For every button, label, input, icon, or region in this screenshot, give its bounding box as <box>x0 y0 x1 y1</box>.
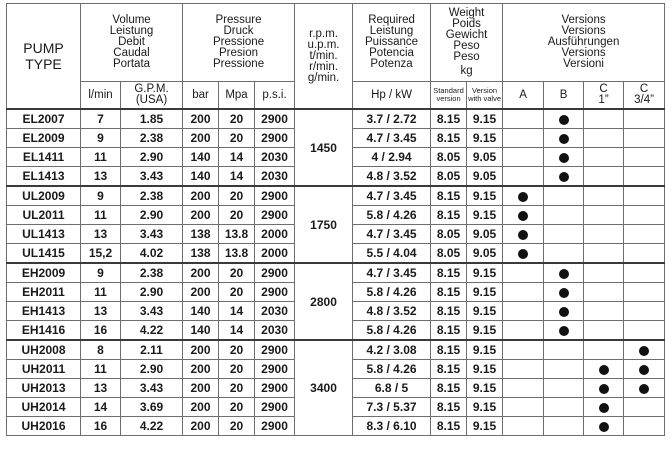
weight-valve-cell: 9.15 <box>467 398 503 417</box>
gpm-cell: 2.90 <box>121 206 183 225</box>
bar-cell: 200 <box>183 417 219 436</box>
bar-cell: 200 <box>183 379 219 398</box>
rpm-cell: 3400 <box>295 340 353 436</box>
hpkw-unit-header: Hp / kW <box>353 82 431 110</box>
available-dot-icon <box>599 365 609 375</box>
version-c1-cell <box>584 379 624 398</box>
pump-type-cell: UH2011 <box>7 360 81 379</box>
weight-standard-cell: 8.05 <box>431 148 467 167</box>
weight-standard-cell: 8.15 <box>431 379 467 398</box>
pump-type-cell: UL2011 <box>7 206 81 225</box>
version-b-cell <box>544 360 584 379</box>
lmin-cell: 13 <box>81 379 121 398</box>
rpm-cell: 1750 <box>295 186 353 263</box>
bar-cell: 140 <box>183 148 219 167</box>
lmin-cell: 8 <box>81 340 121 360</box>
pump-type-cell: EL1413 <box>7 167 81 187</box>
rpm-cell: 1450 <box>295 109 353 186</box>
mpa-cell: 20 <box>219 340 255 360</box>
version-a-cell <box>503 148 544 167</box>
power-cell: 4.2 / 3.08 <box>353 340 431 360</box>
gpm-cell: 2.38 <box>121 186 183 206</box>
weight-valve-cell: 9.15 <box>467 283 503 302</box>
psi-cell: 2030 <box>255 321 295 341</box>
mpa-unit-header: Mpa <box>219 82 255 110</box>
mpa-cell: 20 <box>219 186 255 206</box>
power-cell: 5.8 / 4.26 <box>353 321 431 341</box>
bar-cell: 138 <box>183 225 219 244</box>
pump-type-cell: UH2008 <box>7 340 81 360</box>
version-c1-cell <box>584 302 624 321</box>
power-cell: 4.8 / 3.52 <box>353 302 431 321</box>
weight-valve-cell: 9.15 <box>467 263 503 283</box>
version-b-cell <box>544 379 584 398</box>
version-a-cell <box>503 129 544 148</box>
psi-unit-header: p.s.i. <box>255 82 295 110</box>
pump-type-cell: UL1413 <box>7 225 81 244</box>
power-cell: 4.8 / 3.52 <box>353 167 431 187</box>
lmin-cell: 7 <box>81 109 121 129</box>
lmin-cell: 9 <box>81 186 121 206</box>
psi-cell: 2900 <box>255 129 295 148</box>
lmin-cell: 16 <box>81 417 121 436</box>
weight-valve-cell: 9.15 <box>467 379 503 398</box>
power-cell: 4.7 / 3.45 <box>353 225 431 244</box>
weight-valve-cell: 9.05 <box>467 148 503 167</box>
pump-type-header <box>7 4 81 110</box>
available-dot-icon <box>518 249 528 259</box>
psi-cell: 2030 <box>255 148 295 167</box>
psi-cell: 2900 <box>255 263 295 283</box>
mpa-cell: 20 <box>219 129 255 148</box>
version-a-cell <box>503 206 544 225</box>
version-c34-cell <box>624 321 665 341</box>
version-c34-cell <box>624 360 665 379</box>
version-c34-cell <box>624 225 665 244</box>
version-b-cell <box>544 340 584 360</box>
available-dot-icon <box>639 346 649 356</box>
weight-standard-cell: 8.15 <box>431 263 467 283</box>
gpm-cell: 1.85 <box>121 109 183 129</box>
psi-cell: 2900 <box>255 379 295 398</box>
weight-valve-cell: 9.15 <box>467 360 503 379</box>
pump-spec-sheet <box>6 3 664 436</box>
version-a-cell <box>503 379 544 398</box>
lmin-cell: 11 <box>81 360 121 379</box>
version-a-cell <box>503 263 544 283</box>
gpm-cell: 2.90 <box>121 148 183 167</box>
weight-standard-cell: 8.15 <box>431 417 467 436</box>
available-dot-icon <box>559 172 569 182</box>
power-cell: 5.8 / 4.26 <box>353 206 431 225</box>
rpm-cell: 2800 <box>295 263 353 340</box>
psi-cell: 2000 <box>255 225 295 244</box>
gpm-cell: 3.43 <box>121 379 183 398</box>
version-c34-cell <box>624 302 665 321</box>
weight-standard-cell: 8.05 <box>431 167 467 187</box>
available-dot-icon <box>559 115 569 125</box>
valve-version-header: Version with valve <box>467 82 503 110</box>
available-dot-icon <box>639 384 649 394</box>
versions-header: Versions Versions Ausführungen Versions Versioni <box>503 4 665 82</box>
lmin-cell: 11 <box>81 206 121 225</box>
available-dot-icon <box>559 326 569 336</box>
table-row <box>7 263 665 283</box>
version-c34-cell <box>624 263 665 283</box>
power-cell: 8.3 / 6.10 <box>353 417 431 436</box>
version-c1-cell <box>584 417 624 436</box>
weight-valve-cell: 9.05 <box>467 167 503 187</box>
version-c34-cell <box>624 129 665 148</box>
mpa-cell: 20 <box>219 360 255 379</box>
weight-standard-cell: 8.15 <box>431 398 467 417</box>
version-c1-cell <box>584 360 624 379</box>
gpm-cell: 4.02 <box>121 244 183 264</box>
version-c1-cell <box>584 340 624 360</box>
lmin-cell: 11 <box>81 148 121 167</box>
power-cell: 7.3 / 5.37 <box>353 398 431 417</box>
pump-spec-table <box>6 3 665 436</box>
bar-cell: 140 <box>183 302 219 321</box>
version-c1-cell <box>584 263 624 283</box>
lmin-cell: 15,2 <box>81 244 121 264</box>
gpm-unit-header: G.P.M. (USA) <box>121 82 183 110</box>
lmin-cell: 9 <box>81 129 121 148</box>
version-a-cell <box>503 186 544 206</box>
available-dot-icon <box>599 422 609 432</box>
psi-cell: 2900 <box>255 360 295 379</box>
version-c1-header: C 1” <box>584 82 624 110</box>
version-a-cell <box>503 360 544 379</box>
power-header: Required Leistung Puissance Potencia Potenza <box>353 4 431 82</box>
psi-cell: 2900 <box>255 206 295 225</box>
psi-cell: 2030 <box>255 167 295 187</box>
power-cell: 5.8 / 4.26 <box>353 360 431 379</box>
version-a-cell <box>503 398 544 417</box>
mpa-cell: 20 <box>219 263 255 283</box>
mpa-cell: 14 <box>219 148 255 167</box>
standard-version-header: Standard version <box>431 82 467 110</box>
pump-type-cell: UH2014 <box>7 398 81 417</box>
lmin-cell: 13 <box>81 302 121 321</box>
power-cell: 3.7 / 2.72 <box>353 109 431 129</box>
pump-spec-rows <box>7 109 665 436</box>
version-c1-cell <box>584 129 624 148</box>
pump-type-cell: EH1416 <box>7 321 81 341</box>
weight-standard-cell: 8.15 <box>431 109 467 129</box>
version-c1-cell <box>584 109 624 129</box>
power-cell: 4.7 / 3.45 <box>353 186 431 206</box>
version-a-cell <box>503 109 544 129</box>
weight-valve-cell: 9.15 <box>467 129 503 148</box>
version-b-cell <box>544 283 584 302</box>
weight-valve-cell: 9.05 <box>467 225 503 244</box>
pump-type-cell: EL2007 <box>7 109 81 129</box>
version-c1-cell <box>584 206 624 225</box>
version-b-cell <box>544 302 584 321</box>
available-dot-icon <box>518 192 528 202</box>
version-a-cell <box>503 417 544 436</box>
bar-unit-header: bar <box>183 82 219 110</box>
version-a-cell <box>503 283 544 302</box>
bar-cell: 140 <box>183 321 219 341</box>
version-c1-cell <box>584 148 624 167</box>
version-a-cell <box>503 302 544 321</box>
pump-type-cell: EL1411 <box>7 148 81 167</box>
weight-standard-cell: 8.15 <box>431 321 467 341</box>
weight-standard-cell: 8.15 <box>431 340 467 360</box>
version-c34-cell <box>624 379 665 398</box>
mpa-cell: 13.8 <box>219 225 255 244</box>
weight-valve-cell: 9.15 <box>467 109 503 129</box>
weight-header: Weight Poids Gewicht Peso Peso kg <box>431 4 503 82</box>
mpa-cell: 13.8 <box>219 244 255 264</box>
bar-cell: 140 <box>183 167 219 187</box>
available-dot-icon <box>518 230 528 240</box>
weight-standard-cell: 8.15 <box>431 360 467 379</box>
gpm-cell: 4.22 <box>121 321 183 341</box>
power-cell: 4.7 / 3.45 <box>353 129 431 148</box>
version-a-cell <box>503 225 544 244</box>
pressure-header: Pressure Druck Pressione Presion Pressione <box>183 4 295 82</box>
mpa-cell: 20 <box>219 283 255 302</box>
weight-standard-cell: 8.15 <box>431 186 467 206</box>
mpa-cell: 20 <box>219 206 255 225</box>
version-c34-cell <box>624 283 665 302</box>
version-c1-cell <box>584 167 624 187</box>
available-dot-icon <box>518 211 528 221</box>
version-b-cell <box>544 263 584 283</box>
mpa-cell: 20 <box>219 417 255 436</box>
version-b-cell <box>544 109 584 129</box>
mpa-cell: 20 <box>219 398 255 417</box>
pump-type-cell: EL2009 <box>7 129 81 148</box>
version-c34-cell <box>624 340 665 360</box>
gpm-cell: 3.43 <box>121 302 183 321</box>
version-a-cell <box>503 321 544 341</box>
table-row <box>7 109 665 129</box>
bar-cell: 200 <box>183 283 219 302</box>
volume-header: Volume Leistung Debit Caudal Portata <box>81 4 183 82</box>
gpm-cell: 4.22 <box>121 417 183 436</box>
version-b-cell <box>544 417 584 436</box>
bar-cell: 200 <box>183 263 219 283</box>
lmin-cell: 11 <box>81 283 121 302</box>
psi-cell: 2000 <box>255 244 295 264</box>
bar-cell: 200 <box>183 340 219 360</box>
table-row <box>7 186 665 206</box>
version-b-cell <box>544 244 584 264</box>
weight-standard-cell: 8.15 <box>431 283 467 302</box>
mpa-cell: 14 <box>219 302 255 321</box>
psi-cell: 2900 <box>255 340 295 360</box>
weight-standard-cell: 8.15 <box>431 129 467 148</box>
weight-standard-cell: 8.15 <box>431 302 467 321</box>
version-b-cell <box>544 206 584 225</box>
version-a-cell <box>503 167 544 187</box>
lmin-cell: 13 <box>81 167 121 187</box>
power-cell: 4 / 2.94 <box>353 148 431 167</box>
available-dot-icon <box>559 269 569 279</box>
version-c34-cell <box>624 244 665 264</box>
mpa-cell: 20 <box>219 379 255 398</box>
pump-type-cell: EH2009 <box>7 263 81 283</box>
version-b-header: B <box>544 82 584 110</box>
version-c34-cell <box>624 167 665 187</box>
available-dot-icon <box>559 153 569 163</box>
version-b-cell <box>544 321 584 341</box>
pump-type-cell: UH2013 <box>7 379 81 398</box>
mpa-cell: 14 <box>219 321 255 341</box>
version-c1-cell <box>584 186 624 206</box>
rpm-header: r.p.m. u.p.m. t/min. r/min. g/min. <box>295 4 353 110</box>
psi-cell: 2030 <box>255 302 295 321</box>
bar-cell: 200 <box>183 206 219 225</box>
version-c34-cell <box>624 186 665 206</box>
mpa-cell: 14 <box>219 167 255 187</box>
gpm-cell: 2.38 <box>121 129 183 148</box>
gpm-cell: 2.11 <box>121 340 183 360</box>
mpa-cell: 20 <box>219 109 255 129</box>
gpm-cell: 2.90 <box>121 360 183 379</box>
pump-type-cell: UH2016 <box>7 417 81 436</box>
version-c34-cell <box>624 417 665 436</box>
available-dot-icon <box>559 134 569 144</box>
lmin-cell: 9 <box>81 263 121 283</box>
psi-cell: 2900 <box>255 398 295 417</box>
lmin-cell: 16 <box>81 321 121 341</box>
pump-type-title: PUMP TYPE <box>23 40 64 72</box>
weight-standard-cell: 8.05 <box>431 225 467 244</box>
version-c1-cell <box>584 225 624 244</box>
weight-valve-cell: 9.15 <box>467 417 503 436</box>
pump-type-cell: UL2009 <box>7 186 81 206</box>
version-c34-header: C 3/4” <box>624 82 665 110</box>
psi-cell: 2900 <box>255 109 295 129</box>
pump-type-cell: UL1415 <box>7 244 81 264</box>
gpm-cell: 2.90 <box>121 283 183 302</box>
pump-type-cell: EH2011 <box>7 283 81 302</box>
lmin-cell: 14 <box>81 398 121 417</box>
gpm-cell: 2.38 <box>121 263 183 283</box>
version-b-cell <box>544 225 584 244</box>
power-cell: 5.5 / 4.04 <box>353 244 431 264</box>
kg-unit: kg <box>460 65 473 77</box>
available-dot-icon <box>599 403 609 413</box>
gpm-cell: 3.43 <box>121 225 183 244</box>
weight-valve-cell: 9.15 <box>467 321 503 341</box>
version-b-cell <box>544 129 584 148</box>
lmin-unit-header: l/min <box>81 82 121 110</box>
table-row <box>7 340 665 360</box>
version-b-cell <box>544 186 584 206</box>
available-dot-icon <box>599 384 609 394</box>
weight-valve-cell: 9.15 <box>467 340 503 360</box>
version-b-cell <box>544 148 584 167</box>
psi-cell: 2900 <box>255 283 295 302</box>
available-dot-icon <box>559 307 569 317</box>
bar-cell: 200 <box>183 129 219 148</box>
weight-standard-cell: 8.05 <box>431 244 467 264</box>
version-a-cell <box>503 244 544 264</box>
weight-valve-cell: 9.15 <box>467 186 503 206</box>
version-c1-cell <box>584 244 624 264</box>
power-cell: 4.7 / 3.45 <box>353 263 431 283</box>
psi-cell: 2900 <box>255 186 295 206</box>
version-c1-cell <box>584 398 624 417</box>
version-c1-cell <box>584 321 624 341</box>
version-c34-cell <box>624 206 665 225</box>
version-c34-cell <box>624 109 665 129</box>
bar-cell: 138 <box>183 244 219 264</box>
available-dot-icon <box>559 288 569 298</box>
version-a-header: A <box>503 82 544 110</box>
psi-cell: 2900 <box>255 417 295 436</box>
weight-standard-cell: 8.15 <box>431 206 467 225</box>
version-c1-cell <box>584 283 624 302</box>
power-cell: 5.8 / 4.26 <box>353 283 431 302</box>
pump-type-cell: EH1413 <box>7 302 81 321</box>
bar-cell: 200 <box>183 109 219 129</box>
available-dot-icon <box>639 365 649 375</box>
weight-valve-cell: 9.05 <box>467 244 503 264</box>
power-cell: 6.8 / 5 <box>353 379 431 398</box>
bar-cell: 200 <box>183 360 219 379</box>
gpm-cell: 3.43 <box>121 167 183 187</box>
lmin-cell: 13 <box>81 225 121 244</box>
version-a-cell <box>503 340 544 360</box>
version-b-cell <box>544 398 584 417</box>
version-c34-cell <box>624 398 665 417</box>
bar-cell: 200 <box>183 186 219 206</box>
weight-valve-cell: 9.15 <box>467 206 503 225</box>
gpm-cell: 3.69 <box>121 398 183 417</box>
version-c34-cell <box>624 148 665 167</box>
version-b-cell <box>544 167 584 187</box>
bar-cell: 200 <box>183 398 219 417</box>
weight-valve-cell: 9.15 <box>467 302 503 321</box>
